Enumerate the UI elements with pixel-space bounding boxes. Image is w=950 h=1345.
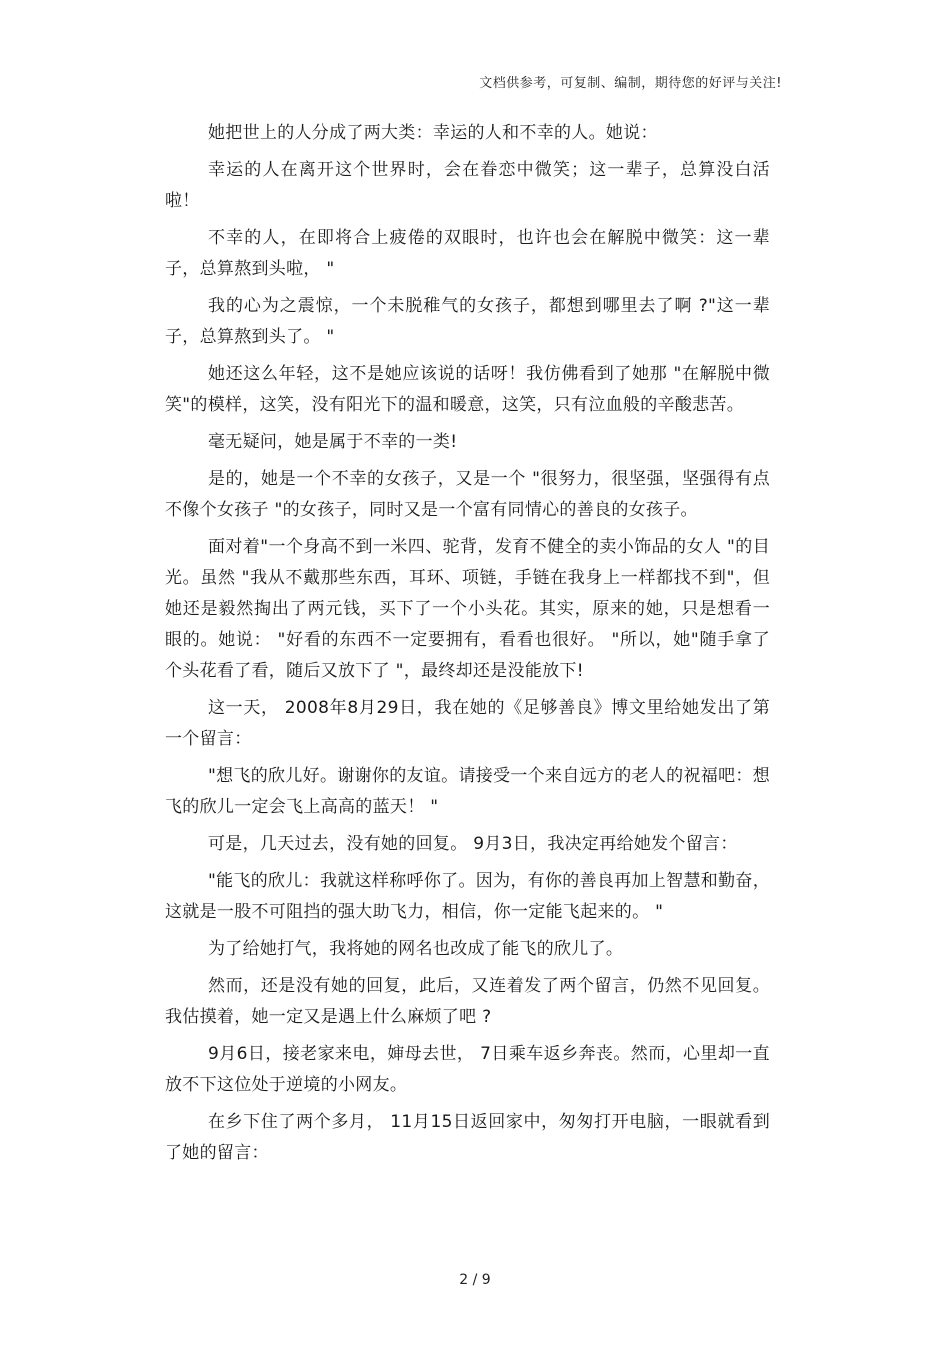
- paragraph: 为了给她打气，我将她的网名也改成了能飞的欣儿了。: [208, 939, 624, 959]
- paragraph: 这一天， 2008年8月29日，我在她的《足够善良》博文里给她发出了第一个留言：: [165, 698, 770, 749]
- paragraph: 她把世上的人分成了两大类：幸运的人和不幸的人。她说：: [208, 123, 658, 143]
- paragraph: 幸运的人在离开这个世界时，会在眷恋中微笑；这一辈子，总算没白活啦！: [165, 160, 770, 211]
- paragraph: 她还这么年轻，这不是她应该说的话呀！我仿佛看到了她那 "在解脱中微笑"的模样，这笑，没有阳光下的温和暖意，这笑，只有泣血般的辛酸悲苦。: [165, 364, 770, 415]
- paragraph: 在乡下住了两个多月， 11月15日返回家中，匆匆打开电脑，一眼就看到了她的留言：: [165, 1112, 770, 1163]
- paragraph: 然而，还是没有她的回复，此后，又连着发了两个留言，仍然不见回复。我估摸着，她一定又是遇上什么麻烦了吧 ?: [165, 976, 770, 1027]
- document-header-note: 文档供参考，可复制、编制，期待您的好评与关注!: [479, 76, 782, 91]
- paragraph: 面对着"一个身高不到一米四、驼背，发育不健全的卖小饰品的女人 "的目光。虽然 "我从不戴那些东西，耳环、项链，手链在我身上一样都找不到"，但她还是毅然掏出了两元钱，买下了一个小头花。其实，原来的她，只是想看一眼的。她说： "好看的东西不一定要拥有，看看也很好。 "所以，她"随手拿了个头花看了看，随后又放下了 "，最终却还是没能放下!: [165, 537, 770, 681]
- paragraph: 9月6日，接老家来电，婶母去世， 7日乘车返乡奔丧。然而，心里却一直放不下这位处于逆境的小网友。: [165, 1044, 770, 1095]
- paragraph: 不幸的人，在即将合上疲倦的双眼时，也许也会在解脱中微笑：这一辈子，总算熬到头啦， ": [165, 228, 770, 279]
- page-number: 2 / 9: [459, 1272, 491, 1288]
- paragraph: 我的心为之震惊，一个未脱稚气的女孩子，都想到哪里去了啊 ?"这一辈子，总算熬到头了。 ": [165, 296, 770, 347]
- paragraph: "能飞的欣儿：我就这样称呼你了。因为，有你的善良再加上智慧和勤奋，这就是一股不可阻挡的强大助飞力，相信，你一定能飞起来的。 ": [165, 871, 770, 922]
- paragraph: 可是，几天过去，没有她的回复。 9月3日，我决定再给她发个留言：: [208, 834, 738, 854]
- document-body: [165, 118, 770, 1175]
- paragraph: 毫无疑问，她是属于不幸的一类!: [208, 432, 458, 452]
- paragraph: "想飞的欣儿好。谢谢你的友谊。请接受一个来自远方的老人的祝福吧：想飞的欣儿一定会飞上高高的蓝天！ ": [165, 766, 770, 817]
- paragraph: 是的，她是一个不幸的女孩子，又是一个 "很努力，很坚强，坚强得有点不像个女孩子 "的女孩子，同时又是一个富有同情心的善良的女孩子。: [165, 469, 770, 520]
